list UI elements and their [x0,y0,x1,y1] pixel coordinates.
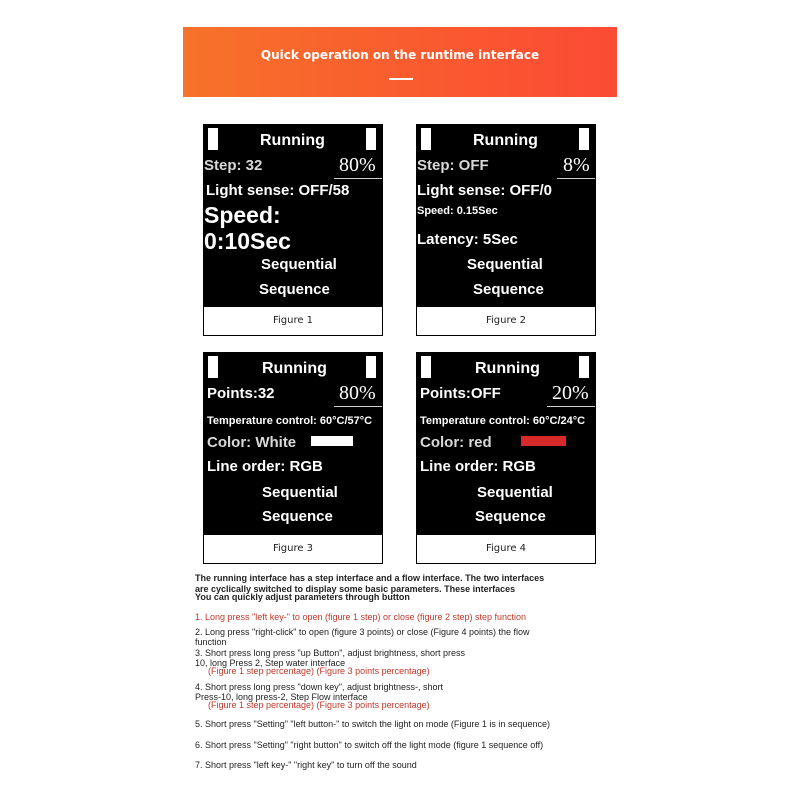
light-sense-readout: Light sense: OFF/58 [206,182,350,199]
figure-1-screen [204,125,382,307]
figure-4-screen [417,353,595,535]
temperature-readout: Temperature control: 60°C/57°C [207,415,373,427]
instruction-5: 5. Short press "Setting" "left button-" to switch the light on mode (Figure 1 is in sequence) [195,719,550,729]
color-readout: Color: White [207,434,297,451]
instruction-4-note: (Figure 1 step percentage) (Figure 3 points percentage) [208,700,430,710]
instruction-2-cont: function [195,637,227,647]
mode-line-1: Sequential [477,484,553,501]
figure-3-screen [204,353,382,535]
page-title: Quick operation on the runtime interface [260,48,540,62]
step-readout: Step: 32 [204,157,263,174]
intro-line-2: are cyclically switched to display some basic parameters. These interfaces [195,584,516,594]
figure-caption: Figure 1 [204,307,382,335]
color-readout: Color: red [420,434,492,451]
percent-underline [334,406,382,407]
light-sense-readout: Light sense: OFF/0 [417,182,553,199]
points-readout: Points:OFF [420,385,501,402]
figure-caption: Figure 4 [417,535,595,563]
speed-readout: Speed: 0.15Sec [417,205,498,217]
status-bar-left [208,128,218,150]
percent-readout: 80% [339,382,376,404]
header-banner [183,27,617,97]
color-swatch [521,436,566,446]
mode-line-1: Sequential [262,484,338,501]
title-underline [389,78,413,80]
instruction-4-cont: Press-10, long press-2, Step Flow interface [195,692,368,702]
instruction-2: 2. Long press "right-click" to open (figure 3 points) or close (Figure 4 points) the flow [195,627,530,637]
percent-underline [557,178,595,179]
figure-3-panel [203,352,383,564]
latency-readout: Latency: 5Sec [417,231,518,248]
percent-underline [547,406,595,407]
instruction-3-note: (Figure 1 step percentage) (Figure 3 points percentage) [208,666,430,676]
mode-line-2: Sequence [475,508,546,525]
figure-4-panel [416,352,596,564]
speed-label: Speed: [204,202,281,228]
mode-line-1: Sequential [467,256,543,273]
intro-line-3: You can quickly adjust parameters through button [195,592,410,602]
instruction-6: 6. Short press "Setting" "right button" to switch off the light mode (figure 1 sequence off) [195,740,544,750]
line-order-readout: Line order: RGB [207,458,323,475]
percent-readout: 80% [339,154,376,176]
status-bar-right [579,356,589,378]
instruction-7: 7. Short press "left key-" "right key" to turn off the sound [195,760,417,770]
status-bar-right [366,356,376,378]
instruction-4: 4. Short press long press "down key", adjust brightness-, short [195,682,444,692]
status-bar-left [421,356,431,378]
mode-line-2: Sequence [262,508,333,525]
intro-line-1: The running interface has a step interface and a flow interface. The two interfaces [195,573,545,583]
figure-caption: Figure 3 [204,535,382,563]
status-bar-left [208,356,218,378]
percent-underline [334,178,382,179]
status-bar-right [366,128,376,150]
running-title: Running [262,360,327,377]
step-readout: Step: OFF [417,157,489,174]
speed-value: 0:10Sec [204,228,291,254]
mode-line-2: Sequence [259,281,330,298]
temperature-readout: Temperature control: 60°C/24°C [420,415,586,427]
figure-2-panel [416,124,596,336]
percent-readout: 8% [563,154,590,176]
running-title: Running [260,132,325,149]
instruction-1: 1. Long press "left key-" to open (figure 1 step) or close (figure 2 step) step function [195,612,527,622]
instruction-3-cont: 10, long Press 2, Step water interface [195,658,346,668]
running-title: Running [473,132,538,149]
percent-readout: 20% [552,382,589,404]
status-bar-right [579,128,589,150]
points-readout: Points:32 [207,385,275,402]
figure-1-panel [203,124,383,336]
instruction-3: 3. Short press long press "up Button", adjust brightness, short press [195,648,466,658]
figure-caption: Figure 2 [417,307,595,335]
color-swatch [311,436,353,446]
mode-line-2: Sequence [473,281,544,298]
line-order-readout: Line order: RGB [420,458,536,475]
running-title: Running [475,360,540,377]
mode-line-1: Sequential [261,256,337,273]
figure-2-screen [417,125,595,307]
status-bar-left [421,128,431,150]
